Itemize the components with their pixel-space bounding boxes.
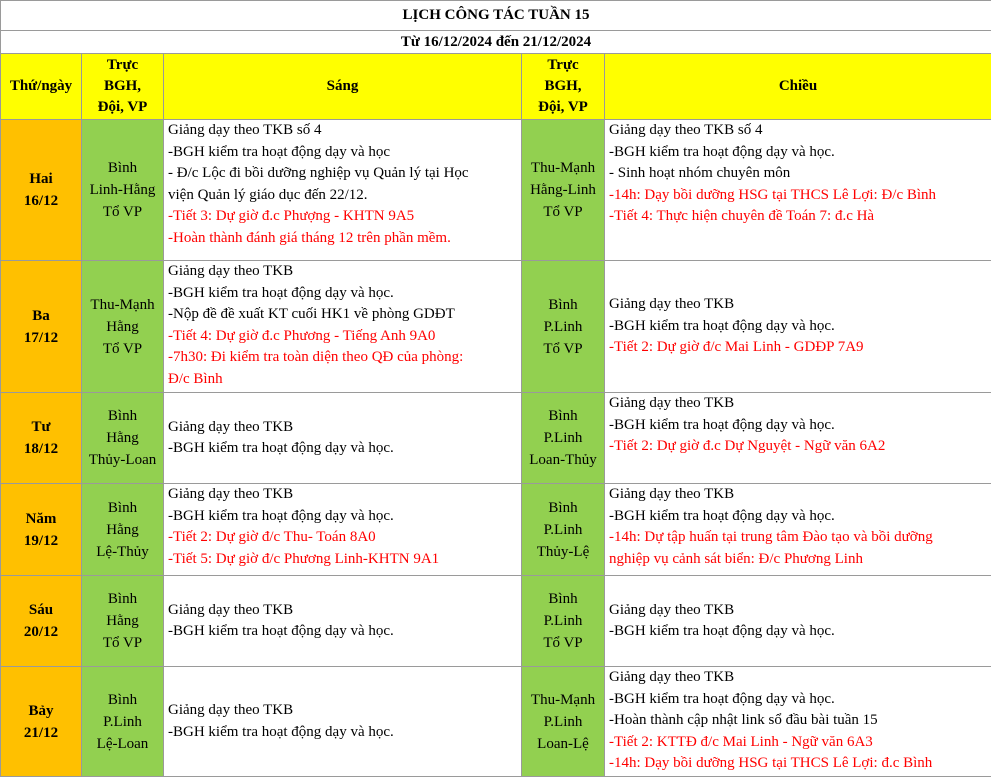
afternoon-tasks bbox=[605, 576, 991, 667]
day-cell: Ba 17/12 bbox=[1, 261, 82, 393]
day-cell: Bảy 21/12 bbox=[1, 667, 82, 777]
schedule-row bbox=[1, 484, 991, 576]
task-line: -BGH kiểm tra hoạt động dạy và học. bbox=[168, 623, 394, 639]
task-line: -BGH kiểm tra hoạt động dạy và học. bbox=[609, 507, 835, 524]
morning-tasks bbox=[164, 393, 522, 484]
header-day: Thứ/ngày bbox=[1, 54, 82, 120]
task-line: -7h30: Đi kiểm tra toàn diện theo QĐ của phòng: bbox=[168, 349, 464, 365]
task-line: Giảng dạy theo TKB bbox=[609, 486, 735, 502]
task-line: Giảng dạy theo TKB bbox=[168, 601, 294, 618]
duty-afternoon-cell: Bình P.Linh Tổ VP bbox=[522, 261, 605, 393]
morning-tasks bbox=[164, 261, 522, 393]
task-line: -BGH kiểm tra hoạt động dạy và học. bbox=[168, 284, 394, 301]
duty-morning-cell: Bình Linh-Hằng Tổ VP bbox=[82, 120, 164, 261]
task-line: -Tiết 3: Dự giờ đ.c Phượng - KHTN 9A5 bbox=[168, 208, 415, 224]
task-line: -14h: Dạy bồi dưỡng HSG tại THCS Lê Lợi: đ.c Bình bbox=[609, 755, 933, 771]
task-line: Giảng dạy theo TKB bbox=[609, 395, 735, 411]
schedule-row bbox=[1, 393, 991, 484]
task-line: viện Quản lý giáo dục đến 22/12. bbox=[168, 186, 368, 203]
schedule-row bbox=[1, 261, 991, 393]
duty-morning-cell: Thu-Mạnh Hằng Tổ VP bbox=[82, 261, 164, 393]
task-line: Giảng dạy theo TKB bbox=[168, 263, 294, 279]
task-line: -BGH kiểm tra hoạt động dạy và học. bbox=[168, 723, 394, 740]
day-cell: Năm 19/12 bbox=[1, 484, 82, 576]
task-line: -Tiết 4: Thực hiện chuyên đề Toán 7: đ.c Hà bbox=[609, 208, 875, 224]
schedule-row bbox=[1, 667, 991, 777]
header-afternoon: Chiều bbox=[605, 54, 991, 120]
task-line: -BGH kiểm tra hoạt động dạy và học. bbox=[609, 623, 835, 639]
duty-morning-cell: Bình Hằng Thủy-Loan bbox=[82, 393, 164, 484]
task-line: -BGH kiểm tra hoạt động dạy và học. bbox=[168, 507, 394, 524]
morning-tasks bbox=[164, 484, 522, 576]
day-cell: Hai 16/12 bbox=[1, 120, 82, 261]
task-line: Giảng dạy theo TKB số 4 bbox=[168, 122, 322, 138]
task-line: Giảng dạy theo TKB bbox=[609, 669, 735, 685]
task-line: - Sinh hoạt nhóm chuyên môn bbox=[609, 165, 791, 181]
task-line: - Đ/c Lộc đi bồi dưỡng nghiệp vụ Quản lý tại Học bbox=[168, 165, 469, 181]
task-line: Giảng dạy theo TKB bbox=[168, 702, 294, 718]
task-line: -BGH kiểm tra hoạt động dạy và học. bbox=[609, 143, 835, 160]
header-morning: Sáng bbox=[164, 54, 522, 120]
schedule-row bbox=[1, 576, 991, 667]
schedule-row bbox=[1, 120, 991, 261]
task-line: -Hoàn thành cập nhật link sổ đầu bài tuần 15 bbox=[609, 712, 878, 728]
task-line: Giảng dạy theo TKB số 4 bbox=[609, 122, 763, 138]
afternoon-tasks bbox=[605, 120, 991, 261]
task-line: -14h: Dự tập huấn tại trung tâm Đào tạo và bồi dưỡng bbox=[609, 529, 933, 545]
task-line: Đ/c Bình bbox=[168, 370, 223, 387]
duty-morning-cell: Bình Hằng Tổ VP bbox=[82, 576, 164, 667]
task-line: -BGH kiểm tra hoạt động dạy và học bbox=[168, 143, 391, 160]
schedule-rows bbox=[1, 120, 991, 777]
task-line: Giảng dạy theo TKB bbox=[609, 601, 735, 618]
day-cell: Tư 18/12 bbox=[1, 393, 82, 484]
page-title: LỊCH CÔNG TÁC TUẦN 15 bbox=[1, 1, 991, 31]
task-line: -BGH kiểm tra hoạt động dạy và học. bbox=[609, 317, 835, 334]
afternoon-tasks bbox=[605, 393, 991, 484]
morning-tasks bbox=[164, 120, 522, 261]
task-line: -Nộp đề đề xuất KT cuối HK1 về phòng GDĐT bbox=[168, 306, 455, 322]
duty-afternoon-cell: Bình P.Linh Thủy-Lệ bbox=[522, 484, 605, 576]
task-line: -Hoàn thành đánh giá tháng 12 trên phần mềm. bbox=[168, 229, 451, 246]
morning-tasks bbox=[164, 576, 522, 667]
task-line: -Tiết 2: Dự giờ đ/c Mai Linh - GDĐP 7A9 bbox=[609, 339, 864, 356]
day-cell: Sáu 20/12 bbox=[1, 576, 82, 667]
duty-morning-cell: Bình Hằng Lệ-Thủy bbox=[82, 484, 164, 576]
duty-afternoon-cell: Bình P.Linh Tổ VP bbox=[522, 576, 605, 667]
task-line: -BGH kiểm tra hoạt động dạy và học. bbox=[168, 440, 394, 456]
task-line: -Tiết 5: Dự giờ đ/c Phương Linh-KHTN 9A1 bbox=[168, 550, 440, 567]
morning-tasks bbox=[164, 667, 522, 777]
date-range: Từ 16/12/2024 đến 21/12/2024 bbox=[1, 31, 991, 54]
duty-afternoon-cell: Thu-Mạnh Hằng-Linh Tổ VP bbox=[522, 120, 605, 261]
header-duty-morning: Trực BGH, Đội, VP bbox=[82, 54, 164, 120]
task-line: -14h: Dạy bồi dưỡng HSG tại THCS Lê Lợi: Đ/c Bình bbox=[609, 186, 937, 203]
task-line: -Tiết 4: Dự giờ đ.c Phương - Tiếng Anh 9A0 bbox=[168, 327, 436, 344]
afternoon-tasks bbox=[605, 261, 991, 393]
task-line: -BGH kiểm tra hoạt động dạy và học. bbox=[609, 416, 835, 433]
task-line: -Tiết 2: Dự giờ đ.c Dự Nguyệt - Ngữ văn 6A2 bbox=[609, 438, 886, 454]
task-line: nghiệp vụ cảnh sát biển: Đ/c Phương Linh bbox=[609, 550, 863, 567]
duty-morning-cell: Bình P.Linh Lệ-Loan bbox=[82, 667, 164, 777]
duty-afternoon-cell: Bình P.Linh Loan-Thủy bbox=[522, 393, 605, 484]
afternoon-tasks bbox=[605, 484, 991, 576]
task-line: Giảng dạy theo TKB bbox=[609, 296, 735, 313]
header-duty-afternoon: Trực BGH, Đội, VP bbox=[522, 54, 605, 120]
task-line: -Tiết 2: KTTĐ đ/c Mai Linh - Ngữ văn 6A3 bbox=[609, 733, 873, 750]
task-line: Giảng dạy theo TKB bbox=[168, 418, 294, 435]
task-line: -BGH kiểm tra hoạt động dạy và học. bbox=[609, 690, 835, 707]
duty-afternoon-cell: Thu-Mạnh P.Linh Loan-Lệ bbox=[522, 667, 605, 777]
task-line: -Tiết 2: Dự giờ đ/c Thu- Toán 8A0 bbox=[168, 529, 376, 545]
afternoon-tasks bbox=[605, 667, 991, 777]
task-line: Giảng dạy theo TKB bbox=[168, 486, 294, 502]
